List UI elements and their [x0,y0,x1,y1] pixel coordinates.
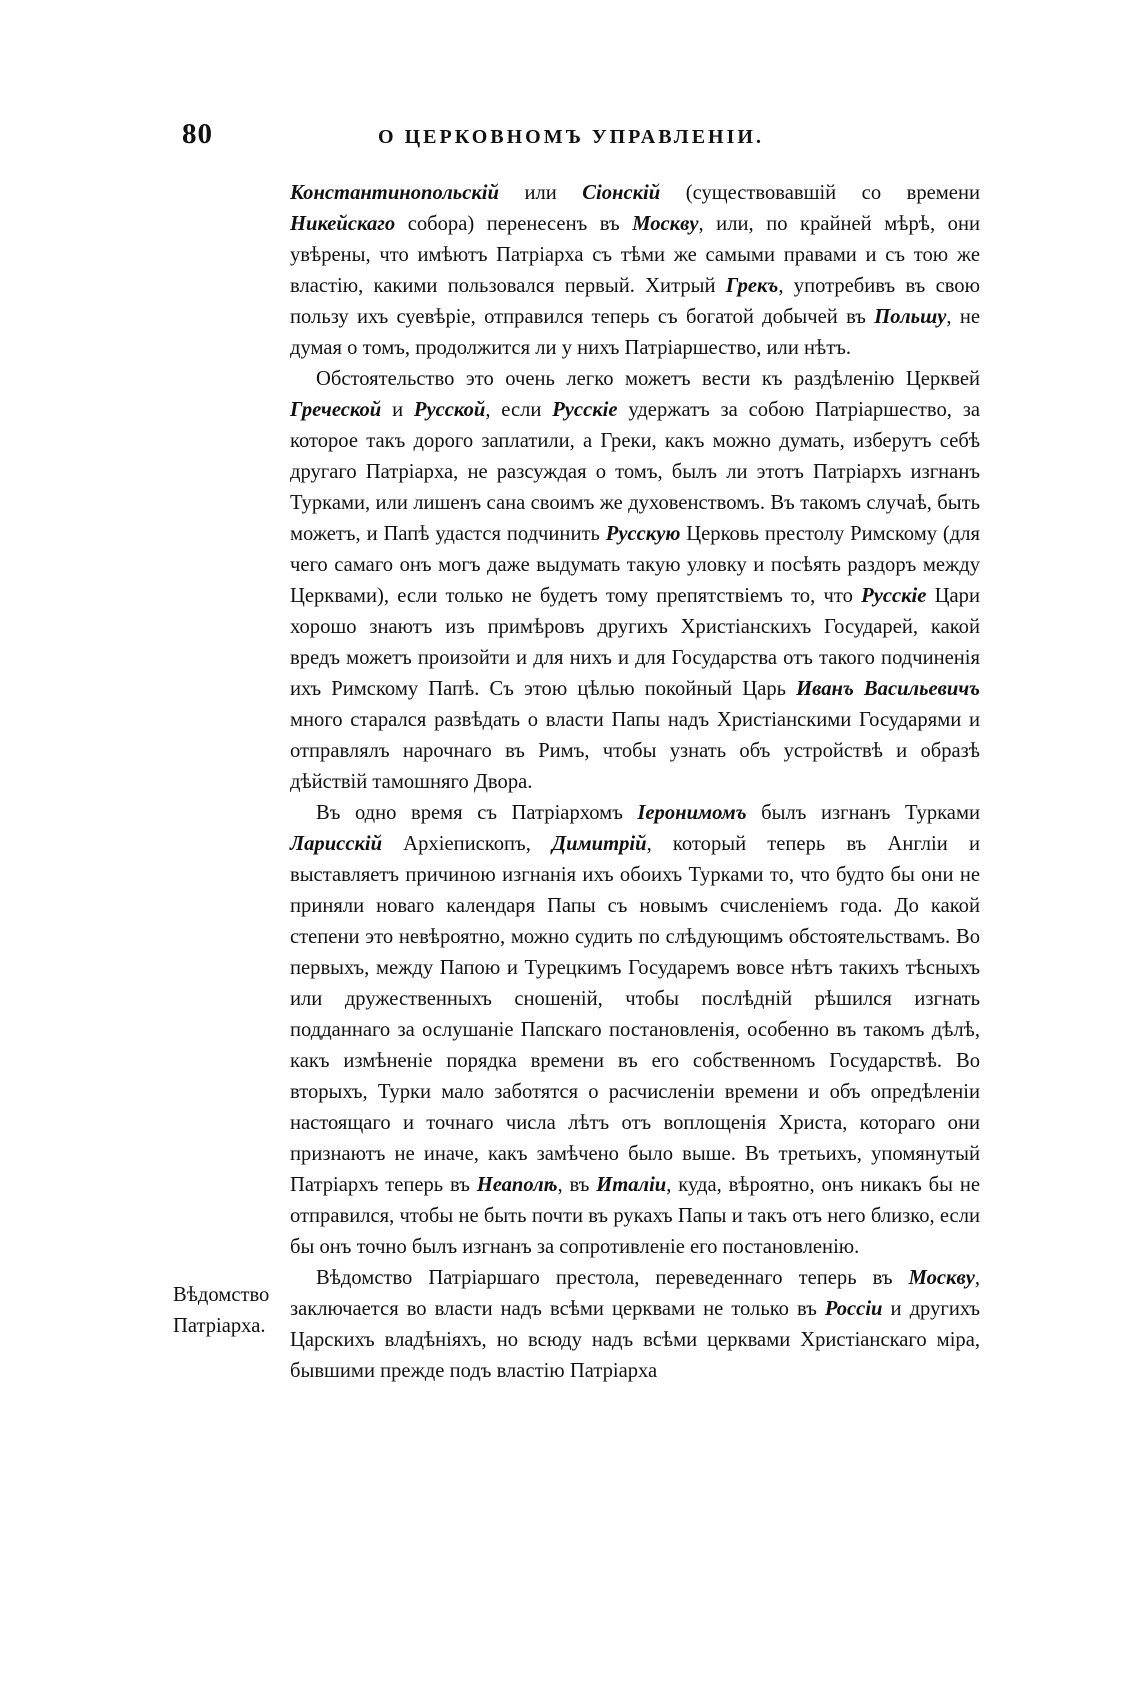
text-run: Архіепископъ, [382,833,553,855]
italic-term: Русскіе [861,585,927,607]
italic-term: Іеронимомъ [637,802,747,824]
italic-term: Грекъ [725,275,779,297]
running-title: О ЦЕРКОВНОМЪ УПРАВЛЕНІИ. [378,126,764,148]
text-run: , если [485,399,553,421]
text-run: , не думая о томъ, продолжится ли у нихъ Патріаршество, или нѣтъ. [290,306,980,359]
text-run: Обстоятельство это очень легко можетъ вести къ раздѣленію Церквей [316,368,980,390]
text-run: Цари хорошо знаютъ изъ примѣровъ другихъ Христіанскихъ Государей, какой вредъ можетъ произойти и для нихъ и для Государства отъ такого подчиненія ихъ Римскому Папѣ. Съ этою цѣлью покойный Царь [290,585,980,700]
italic-term: Константинопольскій [290,182,499,204]
italic-term: Никейскаго [290,213,396,235]
paragraph [290,1263,980,1387]
margin-note-line: Патріарха. [173,1315,266,1337]
italic-term: Москву [632,213,699,235]
page-number: 80 [182,118,213,150]
italic-term: Греческой [290,399,382,421]
page-header [182,118,960,158]
italic-term: Италіи [596,1174,667,1196]
text-run: собора) перенесенъ въ [395,213,633,235]
text-run: былъ изгнанъ Турками [746,802,980,824]
italic-term: Россіи [824,1298,883,1320]
text-run: или [498,182,583,204]
italic-term: Сіонскій [582,182,661,204]
body-text [290,178,980,1387]
text-run: Церковь престолу Римскому (для чего самаго онъ могъ даже выдумать такую уловку и посѣять раздоръ между Церквами), если только не будетъ тому препятствіемъ то, что [290,523,980,607]
text-run: , въ [557,1174,597,1196]
italic-term: Русскіе [552,399,618,421]
italic-term: Ларисскій [290,833,383,855]
text-run: (существовавшій со времени [660,182,980,204]
paragraph [290,364,980,798]
margin-note [173,1280,288,1342]
italic-term: Русскую [605,523,681,545]
text-run: и [381,399,414,421]
text-run: и другихъ Царскихъ владѣніяхъ, но всюду надъ всѣми церквами Христіанскаго міра, бывшими прежде подъ властію Патріарха [290,1298,981,1382]
text-run: Вѣдомство Патріаршаго престола, переведеннаго теперь въ [316,1267,909,1289]
text-run: Въ одно время съ Патріархомъ [316,802,638,824]
text-run: , заключается во власти надъ всѣми церквами не только въ [290,1267,980,1320]
text-run: много старался развѣдать о власти Папы надъ Христіанскими Государями и отправлялъ нарочнаго въ Римъ, чтобы узнать объ устройствѣ и образѣ дѣйствій тамошняго Двора. [290,709,980,793]
text-run: , который теперь въ Англіи и выставляетъ причиною изгнанія ихъ обоихъ Турками то, что будто бы они не приняли новаго календаря Папы съ новымъ счисленіемъ года. До какой степени это невѣроятно, можно судить по слѣдующимъ обстоятельствамъ. Во первыхъ, между Папою и Турецкимъ Государемъ вовсе нѣтъ такихъ тѣсныхъ или дружественныхъ сношеній, чтобы послѣдній рѣшился изгнать подданнаго за ослушаніе Папскаго постановленія, особенно въ такомъ дѣлѣ, какъ измѣненіе порядка времени въ его собственномъ Государствѣ. Во вторыхъ, Турки мало заботятся о расчисленіи времени и объ опредѣленіи настоящаго и точнаго числа лѣтъ отъ воплощенія Христа, котораго они признаютъ не иначе, какъ замѣчено было выше. Въ третьихъ, упомянутый Патріархъ теперь въ [290,833,980,1196]
margin-note-line: Вѣдомство [173,1284,270,1306]
text-run: удержатъ за собою Патріаршество, за которое такъ дорого заплатили, а Греки, какъ можно думать, изберутъ себѣ другаго Патріарха, не разсуждая о томъ, былъ ли этотъ Патріархъ изгнанъ Турками, или лишенъ сана своимъ же духовенствомъ. Въ такомъ случаѣ, быть можетъ, и Папѣ удастся подчинить [290,399,980,545]
text-run: , употребивъ въ свою пользу ихъ суевѣріе, отправился теперь съ богатой добычей въ [290,275,980,328]
italic-term: Неаполѣ [476,1174,558,1196]
text-run: , куда, вѣроятно, онъ никакъ бы не отправился, чтобы не быть почти въ рукахъ Папы и такъ отъ него близко, если бы онъ точно былъ изгнанъ за сопротивленіе его постановленію. [290,1174,980,1258]
italic-term: Русской [413,399,486,421]
italic-term: Димитрій [552,833,647,855]
italic-term: Иванъ Васильевичъ [796,678,980,700]
text-run: , или, по крайней мѣрѣ, они увѣрены, что имѣютъ Патріарха съ тѣми же самыми правами и съ тою же властію, какими пользовался первый. Хитрый [290,213,980,297]
paragraph [290,178,980,364]
italic-term: Польшу [874,306,947,328]
paragraph [290,798,980,1263]
italic-term: Москву [908,1267,975,1289]
